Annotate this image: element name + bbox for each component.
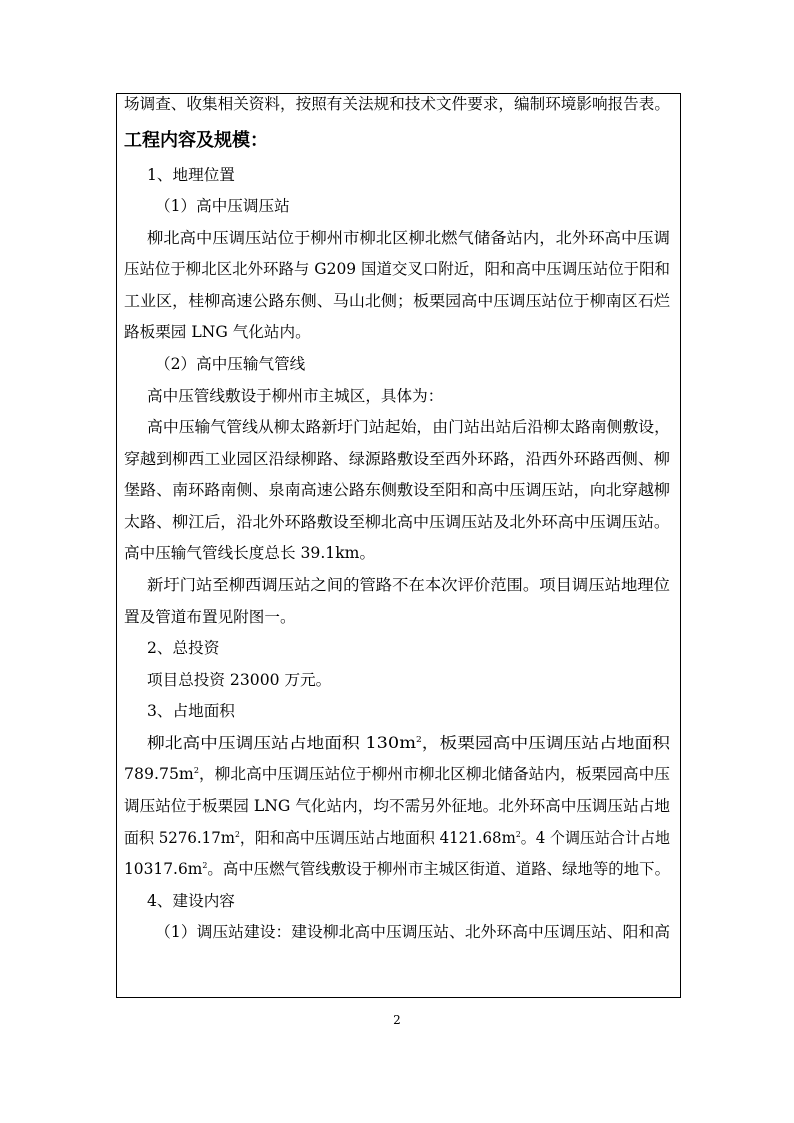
- text-line: [124, 763, 670, 785]
- text-line: [124, 258, 670, 280]
- text-line: [124, 511, 670, 533]
- line-text: （2）高中压输气管线: [155, 355, 306, 373]
- line-text: 。高中压燃气管线敷设于柳州市主城区街道、道路、绿地等的地下。: [207, 860, 670, 878]
- line-text: 穿越到柳西工业园区沿绿柳路、绿源路敷设至西外环路，沿西外环路西侧、柳: [124, 450, 670, 468]
- line-text: 4、建设内容: [147, 892, 235, 910]
- superscript: 2: [515, 830, 521, 839]
- line-text: 2、总投资: [147, 639, 220, 657]
- text-line: [124, 795, 670, 817]
- line-text: 堡路、南环路南侧、泉南高速公路东侧敷设至阳和高中压调压站，向北穿越柳: [124, 481, 670, 499]
- text-line: [147, 227, 670, 249]
- text-line: [124, 827, 670, 849]
- line-text: 高中压输气管线从柳太路新圩门站起始，由门站出站后沿柳太路南侧敷设，: [147, 418, 670, 436]
- line-text: （1）高中压调压站: [155, 197, 290, 215]
- line-text: 1、地理位置: [147, 166, 235, 184]
- line-text: 10317.6m: [124, 860, 203, 878]
- superscript: 2: [234, 830, 240, 839]
- line-text: 场调查、收集相关资料，按照有关法规和技术文件要求，编制环境影响报告表。: [124, 95, 670, 113]
- text-line: [124, 93, 670, 115]
- superscript: 2: [202, 861, 208, 870]
- line-text: 3、占地面积: [147, 702, 235, 720]
- line-text: 工业区，桂柳高速公路东侧、马山北侧；板栗园高中压调压站位于柳南区石烂: [124, 292, 670, 310]
- line-text: 新圩门站至柳西调压站之间的管路不在本次评价范围。项目调压站地理位: [147, 576, 670, 594]
- line-text: 压站位于柳北区北外环路与 G209 国道交叉口附近，阳和高中压调压站位于阳和: [124, 260, 670, 278]
- text-line: [147, 732, 670, 754]
- line-text: 789.75m: [124, 765, 194, 783]
- line-text: ，柳北高中压调压站位于柳州市柳北区柳北储备站内，板栗园高中压: [198, 765, 671, 783]
- line-text: 。4 个调压站合计占地: [520, 829, 670, 847]
- subheading: [147, 700, 235, 722]
- text-line: [124, 606, 296, 628]
- line-text: 太路、柳江后，沿北外环路敷设至柳北高中压调压站及北外环高中压调压站。: [124, 513, 670, 531]
- text-line: [124, 479, 670, 501]
- line-text: 置及管道布置见附图一。: [124, 608, 296, 626]
- subheading: [147, 637, 219, 659]
- subheading: [155, 353, 305, 375]
- text-line: [124, 858, 670, 880]
- superscript: 2: [193, 766, 199, 775]
- line-text: （1）调压站建设：建设柳北高中压调压站、北外环高中压调压站、阳和高: [155, 923, 670, 941]
- text-line: [155, 921, 670, 943]
- line-text: 路板栗园 LNG 气化站内。: [124, 323, 311, 341]
- text-line: [147, 669, 331, 691]
- text-line: [124, 542, 375, 564]
- text-line: [147, 385, 443, 407]
- text-line: [147, 416, 670, 438]
- line-text: 柳北高中压调压站位于柳州市柳北区柳北燃气储备站内，北外环高中压调: [147, 229, 670, 247]
- subheading: [155, 195, 290, 217]
- line-text: 高中压输气管线长度总长 39.1km。: [124, 544, 376, 562]
- page-number: 2: [393, 1013, 401, 1027]
- text-line: [124, 448, 670, 470]
- line-text: 工程内容及规模：: [124, 130, 268, 151]
- line-text: ，阳和高中压调压站占地面积 4121.68m: [239, 829, 516, 847]
- line-text: 高中压管线敷设于柳州市主城区，具体为：: [147, 387, 444, 405]
- section-heading: [124, 130, 268, 152]
- text-line: [147, 574, 670, 596]
- superscript: 2: [416, 735, 422, 744]
- text-line: [124, 290, 670, 312]
- text-line: [124, 321, 311, 343]
- line-text: 调压站位于板栗园 LNG 气化站内，均不需另外征地。北外环高中压调压站占地: [124, 797, 670, 815]
- line-text: 项目总投资 23000 万元。: [147, 671, 332, 689]
- subheading: [147, 890, 235, 912]
- subheading: [147, 164, 235, 186]
- line-text: ，板栗园高中压调压站占地面积: [421, 734, 670, 752]
- line-text: 面积 5276.17m: [124, 829, 235, 847]
- line-text: 柳北高中压调压站占地面积 130m: [147, 734, 417, 752]
